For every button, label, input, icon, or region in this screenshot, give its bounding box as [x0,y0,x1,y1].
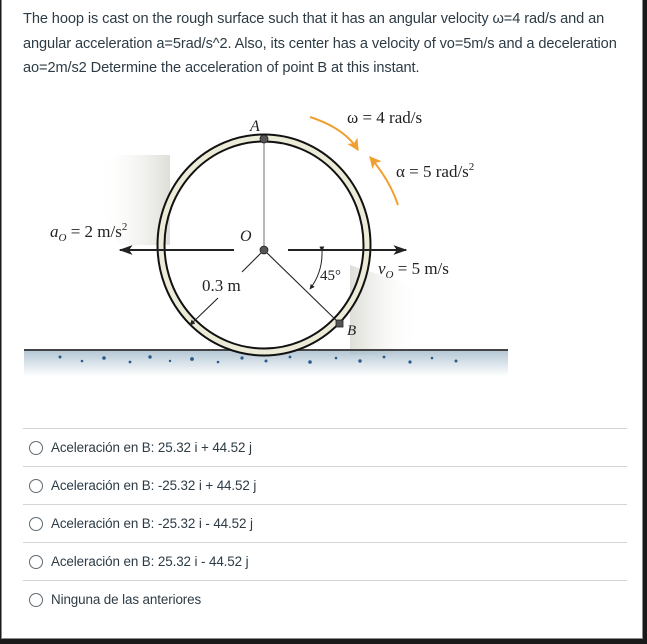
answer-options [23,428,627,618]
answer-label: Aceleración en B: 25.32 i + 44.52 j [51,440,252,455]
answer-option[interactable] [23,504,627,542]
point-o-label: O [240,228,252,245]
answer-option[interactable] [23,466,627,504]
radio-button[interactable] [29,555,43,569]
answer-option[interactable] [23,580,627,618]
answer-label: Aceleración en B: -25.32 i + 44.52 j [51,478,257,493]
point-a-label: A [250,118,260,135]
radio-button[interactable] [29,593,43,607]
answer-option[interactable] [23,428,627,466]
alpha-label: α = 5 rad/$s^2$ [396,161,475,181]
answer-label: Ninguna de las anteriores [51,592,202,607]
vo-label: $v_O = 5$ m/s [378,259,449,281]
ao-label: $a_O = 2$ $m/s^2$ [50,221,128,244]
omega-label: ω = 4 rad/s [347,108,423,127]
point-b-label: B [347,323,357,339]
answer-label: Aceleración en B: 25.32 i - 44.52 j [51,554,249,569]
answer-option[interactable] [23,542,627,580]
angle-label: 45° [320,268,341,284]
answer-label: Aceleración en B: -25.32 i - 44.52 j [51,516,253,531]
question-text: The hoop is cast on the rough surface such that it has an angular velocity ω=4 rad/s and an angular acceleration a=5rad/s^2. Also, its center has a velocity of vo=5m/s and a deceleration ao=2m/s2 Determine the acceleration of point B at this instant. [23,11,617,76]
question-card [1,0,643,639]
radio-button[interactable] [29,517,43,531]
radius-label: 0.3 m [202,276,241,295]
radio-button[interactable] [29,441,43,455]
radio-button[interactable] [29,479,43,493]
hoop-diagram [20,95,520,395]
